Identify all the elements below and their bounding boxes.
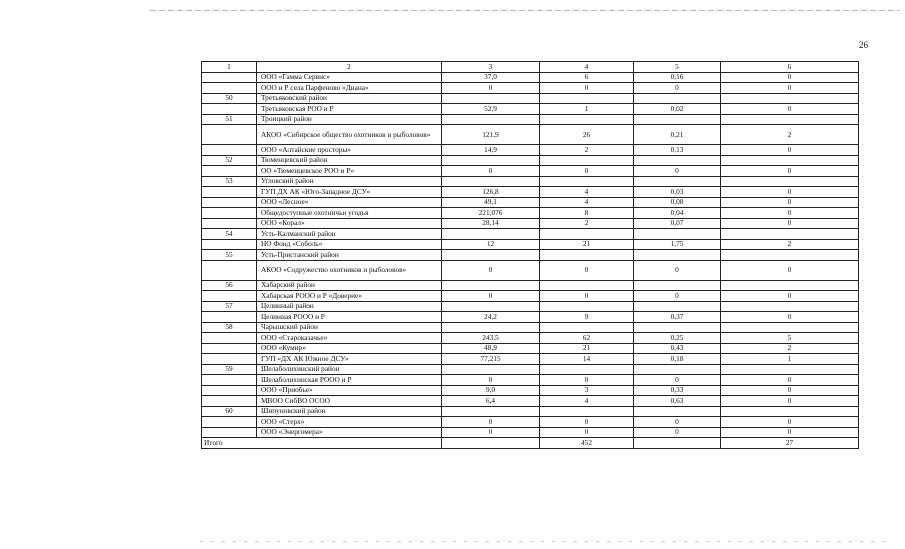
row-name: Чарышский район	[257, 322, 442, 333]
row-value-4	[540, 322, 634, 333]
table-row	[202, 93, 859, 104]
row-value-3	[442, 406, 540, 417]
row-value-3: 0	[442, 83, 540, 94]
row-value-6	[721, 250, 859, 261]
row-number: 59	[202, 364, 257, 375]
row-value-3: 37,0	[442, 72, 540, 83]
row-name: ООО «Гамма Сервис»	[257, 72, 442, 83]
table-row	[202, 104, 859, 115]
row-value-4: 6	[540, 72, 634, 83]
row-value-5: 1,75	[634, 239, 721, 250]
row-value-3	[442, 280, 540, 291]
row-number	[202, 72, 257, 83]
row-name: АКОО «Содружество охотников и рыболовов»	[257, 260, 442, 280]
row-value-6: 0	[721, 396, 859, 407]
column-header: 3	[442, 62, 540, 73]
row-value-6: 5	[721, 333, 859, 344]
table-row	[202, 239, 859, 250]
row-number: 58	[202, 322, 257, 333]
row-value-4: 4	[540, 396, 634, 407]
total-value-4: 452	[540, 438, 634, 449]
row-value-5: 0,25	[634, 333, 721, 344]
row-value-3: 24,2	[442, 312, 540, 323]
table-row	[202, 291, 859, 302]
row-number	[202, 354, 257, 365]
table-row	[202, 280, 859, 291]
row-value-3: 14,9	[442, 145, 540, 156]
row-name: Третьяковская РОО и Р	[257, 104, 442, 115]
row-value-6: 0	[721, 427, 859, 438]
row-number	[202, 333, 257, 344]
row-number	[202, 417, 257, 428]
row-value-6	[721, 301, 859, 312]
total-label: Итого	[202, 438, 442, 449]
table-row	[202, 333, 859, 344]
row-value-4: 0	[540, 166, 634, 177]
table-row	[202, 197, 859, 208]
row-number: 54	[202, 229, 257, 240]
row-number	[202, 104, 257, 115]
row-value-4: 0	[540, 417, 634, 428]
row-number	[202, 197, 257, 208]
row-value-6	[721, 93, 859, 104]
row-name: Угловский район	[257, 176, 442, 187]
row-number	[202, 291, 257, 302]
row-number	[202, 145, 257, 156]
row-value-6: 0	[721, 166, 859, 177]
table-row	[202, 343, 859, 354]
row-value-5	[634, 155, 721, 166]
row-value-6: 0	[721, 218, 859, 229]
table-row	[202, 114, 859, 125]
row-value-5: 0	[634, 83, 721, 94]
row-value-5: 0	[634, 417, 721, 428]
row-value-3: 0	[442, 291, 540, 302]
row-value-4: 26	[540, 125, 634, 145]
row-value-3: 0	[442, 417, 540, 428]
row-number: 52	[202, 155, 257, 166]
table-row	[202, 364, 859, 375]
scan-artifact-bottom	[200, 541, 890, 542]
row-name: Троицкий район	[257, 114, 442, 125]
row-name: ООО «Кумир»	[257, 343, 442, 354]
row-value-5: 0,18	[634, 354, 721, 365]
table-row	[202, 417, 859, 428]
table-row	[202, 166, 859, 177]
table-row	[202, 396, 859, 407]
row-name: Тюменцевский район	[257, 155, 442, 166]
row-value-5	[634, 176, 721, 187]
row-value-3: 0	[442, 166, 540, 177]
row-name: ООО «Приобье»	[257, 385, 442, 396]
row-value-6: 2	[721, 239, 859, 250]
row-value-4: 4	[540, 197, 634, 208]
row-value-5	[634, 229, 721, 240]
table-row	[202, 187, 859, 198]
row-value-5: 0	[634, 291, 721, 302]
row-name: ООО и Р села Парфеново «Диана»	[257, 83, 442, 94]
row-value-5: 0,13	[634, 145, 721, 156]
row-number	[202, 239, 257, 250]
row-number: 57	[202, 301, 257, 312]
row-value-3	[442, 301, 540, 312]
row-value-4: 0	[540, 260, 634, 280]
row-value-5	[634, 93, 721, 104]
table-row	[202, 375, 859, 386]
row-value-4: 21	[540, 343, 634, 354]
row-value-3	[442, 114, 540, 125]
row-number: 60	[202, 406, 257, 417]
table-row	[202, 354, 859, 365]
row-value-4	[540, 229, 634, 240]
table-row	[202, 155, 859, 166]
row-number	[202, 218, 257, 229]
row-number: 50	[202, 93, 257, 104]
row-name: Усть-Калманский район	[257, 229, 442, 240]
row-name: Хабарский район	[257, 280, 442, 291]
row-value-5: 0,03	[634, 187, 721, 198]
row-value-4	[540, 93, 634, 104]
row-value-4: 14	[540, 354, 634, 365]
row-name: МВОО СибВО ОСОО	[257, 396, 442, 407]
row-name: ООО «Лесное»	[257, 197, 442, 208]
row-value-4	[540, 364, 634, 375]
row-name: Целинная РООО и Р	[257, 312, 442, 323]
column-header: 2	[257, 62, 442, 73]
row-name: ГУП ДХ АК «Юго-Западное ДСУ»	[257, 187, 442, 198]
row-value-4: 0	[540, 83, 634, 94]
row-number: 55	[202, 250, 257, 261]
row-value-5: 0	[634, 260, 721, 280]
row-value-6: 2	[721, 125, 859, 145]
page-number: 26	[859, 40, 868, 50]
row-value-3: 52,9	[442, 104, 540, 115]
row-value-6: 0	[721, 312, 859, 323]
table-row	[202, 322, 859, 333]
row-number: 51	[202, 114, 257, 125]
row-number	[202, 187, 257, 198]
row-number: 56	[202, 280, 257, 291]
row-value-6: 0	[721, 291, 859, 302]
row-number	[202, 396, 257, 407]
row-value-4	[540, 250, 634, 261]
row-value-4: 8	[540, 208, 634, 219]
row-value-3: 12	[442, 239, 540, 250]
row-value-5: 0,16	[634, 72, 721, 83]
row-value-3: 243,5	[442, 333, 540, 344]
table-row	[202, 176, 859, 187]
row-value-4	[540, 176, 634, 187]
row-value-5	[634, 114, 721, 125]
row-value-5: 0,08	[634, 197, 721, 208]
row-number	[202, 125, 257, 145]
row-value-3	[442, 176, 540, 187]
row-value-5	[634, 322, 721, 333]
row-value-6: 0	[721, 83, 859, 94]
row-value-4: 2	[540, 145, 634, 156]
row-name: ООО «Староказачье»	[257, 333, 442, 344]
column-header: 4	[540, 62, 634, 73]
scan-artifact-top	[150, 10, 900, 11]
row-value-4: 4	[540, 187, 634, 198]
row-value-5	[634, 250, 721, 261]
row-value-3: 121,9	[442, 125, 540, 145]
row-name: Усть-Пристанский район	[257, 250, 442, 261]
row-value-3: 0	[442, 375, 540, 386]
row-value-3: 0	[442, 427, 540, 438]
row-name: Общедоступные охотничьи угодья	[257, 208, 442, 219]
row-value-3	[442, 364, 540, 375]
row-value-6	[721, 406, 859, 417]
row-value-6: 0	[721, 417, 859, 428]
row-value-3: 48,9	[442, 343, 540, 354]
row-value-6	[721, 229, 859, 240]
row-value-6: 0	[721, 375, 859, 386]
total-value-3	[442, 438, 540, 449]
row-number	[202, 208, 257, 219]
row-value-3	[442, 322, 540, 333]
row-value-3: 0	[442, 260, 540, 280]
row-value-6	[721, 322, 859, 333]
row-value-6	[721, 114, 859, 125]
total-row	[202, 438, 859, 449]
row-value-5: 0,04	[634, 208, 721, 219]
row-value-6	[721, 155, 859, 166]
row-value-3	[442, 250, 540, 261]
row-value-5: 0	[634, 427, 721, 438]
table-row	[202, 250, 859, 261]
row-name: Шелаболихинский район	[257, 364, 442, 375]
row-number: 53	[202, 176, 257, 187]
row-number	[202, 375, 257, 386]
header-row	[202, 62, 859, 73]
row-name: ООО «Корал»	[257, 218, 442, 229]
row-value-3: 49,1	[442, 197, 540, 208]
row-value-5: 0	[634, 166, 721, 177]
row-name: ОО «Тюменцевское РОО и Р»	[257, 166, 442, 177]
row-name: Третьяковский район	[257, 93, 442, 104]
row-name: Хабарская РООО и Р «Доверие»	[257, 291, 442, 302]
row-value-3: 126,8	[442, 187, 540, 198]
row-value-6	[721, 364, 859, 375]
row-value-3: 28,14	[442, 218, 540, 229]
row-number	[202, 343, 257, 354]
row-value-6: 0	[721, 260, 859, 280]
row-value-3: 9,0	[442, 385, 540, 396]
row-value-5: 0	[634, 375, 721, 386]
row-value-6: 0	[721, 72, 859, 83]
row-value-3	[442, 229, 540, 240]
row-value-5	[634, 364, 721, 375]
table-row	[202, 301, 859, 312]
row-value-4: 3	[540, 385, 634, 396]
row-name: Целинный район	[257, 301, 442, 312]
table-row	[202, 406, 859, 417]
row-name: ООО «Энергомера»	[257, 427, 442, 438]
row-number	[202, 166, 257, 177]
table-row	[202, 83, 859, 94]
row-number	[202, 427, 257, 438]
total-value-5	[634, 438, 721, 449]
column-header: 6	[721, 62, 859, 73]
row-value-4	[540, 301, 634, 312]
row-value-5: 0,02	[634, 104, 721, 115]
row-value-6: 0	[721, 208, 859, 219]
row-value-6: 2	[721, 343, 859, 354]
column-header: 5	[634, 62, 721, 73]
row-value-6: 0	[721, 197, 859, 208]
row-value-3: 221,076	[442, 208, 540, 219]
row-number	[202, 385, 257, 396]
row-value-6: 0	[721, 385, 859, 396]
row-number	[202, 312, 257, 323]
row-name: Шипуновский район	[257, 406, 442, 417]
row-value-5	[634, 280, 721, 291]
row-value-6: 0	[721, 145, 859, 156]
row-value-3	[442, 93, 540, 104]
table-row	[202, 218, 859, 229]
row-value-4: 1	[540, 104, 634, 115]
row-value-4	[540, 280, 634, 291]
table-row	[202, 312, 859, 323]
row-value-4	[540, 155, 634, 166]
row-name: ООО «Алтайские просторы»	[257, 145, 442, 156]
row-value-6	[721, 176, 859, 187]
row-value-4: 0	[540, 291, 634, 302]
row-value-6	[721, 280, 859, 291]
row-value-5	[634, 406, 721, 417]
row-value-5: 0,33	[634, 385, 721, 396]
row-value-6: 0	[721, 104, 859, 115]
row-value-5: 0,63	[634, 396, 721, 407]
row-name: Шелаболихинская РООО и Р	[257, 375, 442, 386]
row-value-3: 77,215	[442, 354, 540, 365]
row-value-5: 0,37	[634, 312, 721, 323]
row-value-4: 21	[540, 239, 634, 250]
row-value-4: 9	[540, 312, 634, 323]
row-name: ООО «Стерх»	[257, 417, 442, 428]
table-row	[202, 427, 859, 438]
row-value-3	[442, 155, 540, 166]
row-value-5: 0,21	[634, 125, 721, 145]
row-name: НО Фонд «Соболь»	[257, 239, 442, 250]
row-name: ГУП «ДХ АК Южное ДСУ»	[257, 354, 442, 365]
row-value-4: 0	[540, 375, 634, 386]
row-name: АКОО «Сибирское общество охотников и рыболовов»	[257, 125, 442, 145]
row-value-5	[634, 301, 721, 312]
row-value-4	[540, 406, 634, 417]
table-row	[202, 208, 859, 219]
row-number	[202, 83, 257, 94]
table-row	[202, 145, 859, 156]
table-row	[202, 229, 859, 240]
table-row	[202, 125, 859, 145]
row-number	[202, 260, 257, 280]
row-value-5: 0,07	[634, 218, 721, 229]
total-value-6: 27	[721, 438, 859, 449]
table-row	[202, 260, 859, 280]
row-value-6: 1	[721, 354, 859, 365]
row-value-6: 0	[721, 187, 859, 198]
data-table	[201, 61, 859, 449]
column-header: 1	[202, 62, 257, 73]
row-value-4	[540, 114, 634, 125]
table-row	[202, 385, 859, 396]
row-value-4: 2	[540, 218, 634, 229]
row-value-4: 62	[540, 333, 634, 344]
row-value-4: 0	[540, 427, 634, 438]
table-row	[202, 72, 859, 83]
row-value-5: 0,43	[634, 343, 721, 354]
row-value-3: 6,4	[442, 396, 540, 407]
